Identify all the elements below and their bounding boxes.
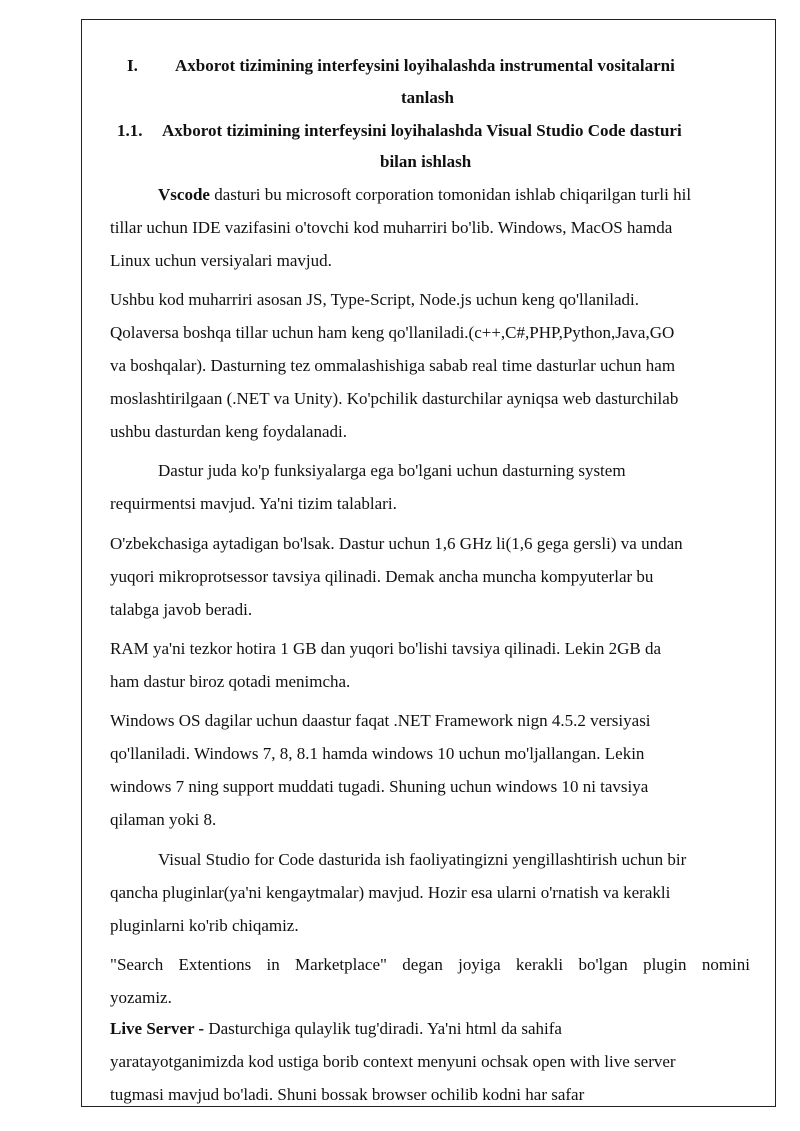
paragraph-6-line-3: windows 7 ning support muddati tugadi. Shuning uchun windows 10 ni tavsiya	[110, 777, 649, 796]
paragraph-2-line-4: moslashtirilgaan (.NET va Unity). Ko'pchilik dasturchilar ayniqsa web dasturchilab	[110, 389, 679, 408]
heading1-number: I.	[127, 56, 138, 75]
paragraph-2-line-3: va boshqalar). Dasturning tez ommalashishiga sabab real time dasturlar uchun ham	[110, 356, 676, 375]
paragraph-7-line-2: qancha pluginlar(ya'ni kengaytmalar) mavjud. Hozir esa ularni o'rnatish va kerakli	[110, 883, 671, 902]
paragraph-6-line-4: qilaman yoki 8.	[110, 810, 217, 829]
paragraph-2-line-1: Ushbu kod muharriri asosan JS, Type-Script, Node.js uchun keng qo'llaniladi.	[110, 290, 639, 309]
paragraph-1-line-1	[158, 185, 691, 205]
live-server-bold-term: Live Server -	[110, 1019, 205, 1038]
paragraph-8-line-1: "Search Extentions in Marketplace" degan joyiga kerakli bo'lgan plugin nomini	[110, 955, 750, 974]
paragraph-8-line-2: yozamiz.	[110, 988, 172, 1007]
paragraph-1-line-3: Linux uchun versiyalari mavjud.	[110, 251, 332, 270]
vscode-bold-term: Vscode	[158, 185, 210, 204]
heading2-number: 1.1.	[117, 121, 143, 140]
heading2-title-line1: Axborot tizimining interfeysini loyihalashda Visual Studio Code dasturi	[162, 121, 682, 140]
paragraph-6-line-2: qo'llaniladi. Windows 7, 8, 8.1 hamda windows 10 uchun mo'ljallangan. Lekin	[110, 744, 645, 763]
heading1-title-line1: Axborot tizimining interfeysini loyihalashda instrumental vositalarni	[175, 56, 675, 75]
paragraph-4-line-2: yuqori mikroprotsessor tavsiya qilinadi. Demak ancha muncha kompyuterlar bu	[110, 567, 654, 586]
heading2-title-line2: bilan ishlash	[380, 152, 472, 171]
paragraph-5-line-2: ham dastur biroz qotadi menimcha.	[110, 672, 351, 691]
paragraph-4-line-1: O'zbekchasiga aytadigan bo'lsak. Dastur uchun 1,6 GHz li(1,6 gega gersli) va undan	[110, 534, 683, 553]
paragraph-9-text: Dasturchiga qulaylik tug'diradi. Ya'ni html da sahifa	[204, 1019, 562, 1038]
paragraph-1-line-2: tillar uchun IDE vazifasini o'tovchi kod muharriri bo'lib. Windows, MacOS hamda	[110, 218, 673, 237]
heading1-title-line2: tanlash	[401, 88, 454, 107]
paragraph-1-text: dasturi bu microsoft corporation tomonidan ishlab chiqarilgan turli hil	[209, 185, 692, 204]
paragraph-5-line-1: RAM ya'ni tezkor hotira 1 GB dan yuqori bo'lishi tavsiya qilinadi. Lekin 2GB da	[110, 639, 661, 658]
paragraph-6-line-1: Windows OS dagilar uchun daastur faqat .NET Framework nign 4.5.2 versiyasi	[110, 711, 651, 730]
paragraph-2-line-2: Qolaversa boshqa tillar uchun ham keng qo'llaniladi.(c++,C#,PHP,Python,Java,GO	[110, 323, 675, 342]
paragraph-7-line-1: Visual Studio for Code dasturida ish faoliyatingizni yengillashtirish uchun bir	[158, 850, 687, 869]
paragraph-9-line-3: tugmasi mavjud bo'ladi. Shuni bossak browser ochilib kodni har safar	[110, 1085, 585, 1104]
paragraph-3-line-2: requirmentsi mavjud. Ya'ni tizim talablari.	[110, 494, 397, 513]
paragraph-7-line-3: pluginlarni ko'rib chiqamiz.	[110, 916, 299, 935]
paragraph-9-line-1	[110, 1019, 562, 1039]
paragraph-2-line-5: ushbu dasturdan keng foydalanadi.	[110, 422, 347, 441]
paragraph-9-line-2: yaratayotganimizda kod ustiga borib context menyuni ochsak open with live server	[110, 1052, 676, 1071]
paragraph-4-line-3: talabga javob beradi.	[110, 600, 253, 619]
page-border	[81, 19, 776, 1107]
paragraph-3-line-1: Dastur juda ko'p funksiyalarga ega bo'lgani uchun dasturning system	[158, 461, 626, 480]
